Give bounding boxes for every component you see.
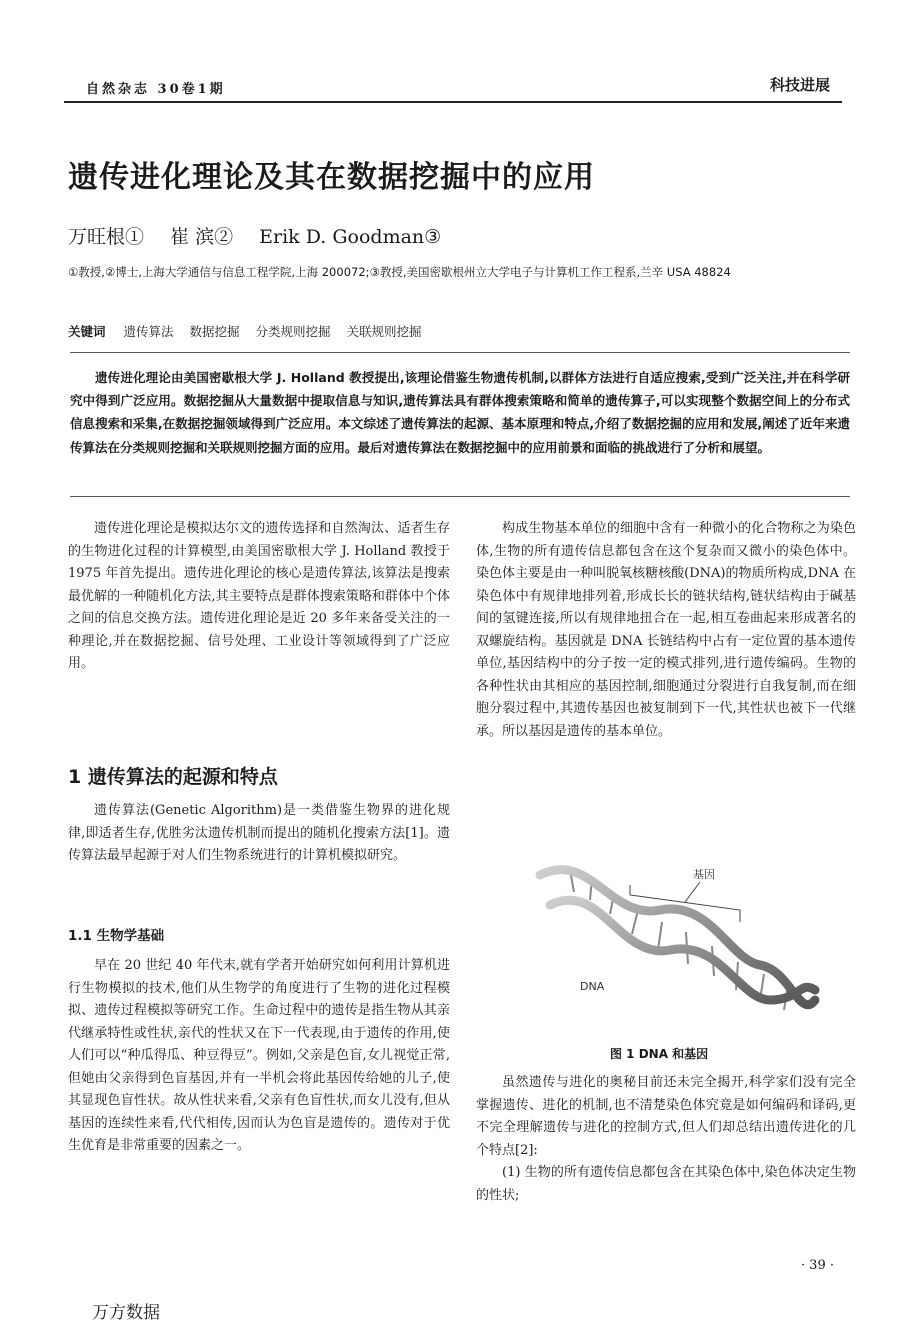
keyword-item: 数据挖掘 <box>189 324 240 339</box>
author-2: 崔 滨② <box>170 226 234 248</box>
author-3: Erik D. Goodman③ <box>259 226 442 248</box>
right-column-top <box>476 518 856 743</box>
genetics-paragraph: 虽然遗传与进化的奥秘目前还未完全揭开,科学家们没有完全掌握遗传、进化的机制,也不清楚染色体究竟是如何编码和译码,更不完全理解遗传与进化的控制方式,但人们却总结出遗传进化的几个特点[2]: <box>476 1075 856 1158</box>
subsection-1-1-body <box>68 955 450 1158</box>
keywords-label: 关键词 <box>68 324 106 339</box>
section-header: 科技进展 <box>769 76 830 94</box>
dna-label: DNA <box>580 980 605 993</box>
list-item-1: (1) 生物的所有遗传信息都包含在其染色体中,染色体决定生物的性状; <box>476 1165 856 1203</box>
page-number: · 39 · <box>800 1258 834 1273</box>
author-1: 万旺根① <box>68 226 145 248</box>
figure-caption: 图 1 DNA 和基因 <box>610 1047 709 1061</box>
dna-helix-illustration <box>530 850 820 1025</box>
section-1-body <box>68 800 450 868</box>
left-column-intro <box>68 518 450 676</box>
chromosome-paragraph: 构成生物基本单位的细胞中含有一种微小的化合物称之为染色体,生物的所有遗传信息都包含在这个复杂而又微小的染色体中。染色体主要是由一种叫脱氧核糖核酸(DNA)的物质所构成,DNA 在染色体中有规律地排列着,形成长长的链状结构,链状结构由于碱基间的氢键连接,所以有规律地扭合在一起,相互卷曲起来形成著名的双螺旋结构。基因就是 DNA 长链结构中占有一定位置的基本遗传单位,基因结构中的分子按一定的模式排列,进行遗传编码。生物的各种性状由其相应的基因控制,细胞通过分裂进行自我复制,而在细胞分裂过程中,其遗传基因也被复制到下一代,其性状也被下一代继承。所以基因是遗传的基本单位。 <box>476 521 856 739</box>
keywords <box>68 322 434 340</box>
author-list <box>68 222 461 249</box>
footer-watermark: 万方数据 <box>92 1303 160 1323</box>
journal-header: 自然杂志 30卷1期 <box>86 82 226 97</box>
gene-label: 基因 <box>693 868 715 881</box>
affiliation: ①教授,②博士,上海大学通信与信息工程学院,上海 200072;③教授,美国密歇根州立大学电子与计算机工作工程系,兰辛 USA 48824 <box>68 265 731 279</box>
keyword-item: 关联规则挖掘 <box>346 324 422 339</box>
subsection-1-1-heading: 1.1 生物学基础 <box>68 928 165 944</box>
keyword-item: 分类规则挖掘 <box>255 324 331 339</box>
abstract: 遗传进化理论由美国密歇根大学 J. Holland 教授提出,该理论借鉴生物遗传机制,以群体方法进行自适应搜索,受到广泛关注,并在科学研究中得到广泛应用。数据挖掘从大量数据中提取信息与知识,遗传算法具有群体搜索策略和简单的遗传算子,可以实现整个数据空间上的分布式信息搜索和采集,在数据挖掘领域得到广泛应用。本文综述了遗传算法的起源、基本原理和特点,介绍了数据挖掘的应用和发展,阐述了近年来遗传算法在分类规则挖掘和关联规则挖掘方面的应用。最后对遗传算法在数据挖掘中的应用前景和面临的挑战进行了分析和展望。 <box>70 370 850 455</box>
section-1-heading: 1 遗传算法的起源和特点 <box>68 766 278 788</box>
abstract-bottom-rule <box>70 496 850 497</box>
right-column-bottom <box>476 1072 856 1207</box>
abstract-top-rule <box>70 352 850 353</box>
dna-figure <box>530 850 820 1025</box>
article-title: 遗传进化理论及其在数据挖掘中的应用 <box>68 160 595 195</box>
subsection-1-1-paragraph: 早在 20 世纪 40 年代末,就有学者开始研究如何利用计算机进行生物模拟的技术,他们从生物学的角度进行了生物的进化过程模拟、遗传过程模拟等研究工作。生命过程中的遗传是指生物从其亲代继承特性或性状,亲代的性状又在下一代表现,由于遗传的作用,使人们可以“种瓜得瓜、种豆得豆”。例如,父亲是色盲,女儿视觉正常,但她由父亲得到色盲基因,并有一半机会将此基因传给她的儿子,使其显现色盲性状。故从性状来看,父亲有色盲性状,而女儿没有,但从基因的连续性来看,代代相传,因而认为色盲是遗传的。遗传对于优生优育是非常重要的因素之一。 <box>68 958 450 1153</box>
intro-paragraph: 遗传进化理论是模拟达尔文的遗传选择和自然淘汰、适者生存的生物进化过程的计算模型,由美国密歇根大学 J. Holland 教授于 1975 年首先提出。遗传进化理论的核心是遗传算法,该算法是搜索最优解的一种随机化方法,其主要特点是群体搜索策略和群体中个体之间的信息交换方法。遗传进化理论是近 20 多年来备受关注的一种理论,并在数据挖掘、信号处理、工业设计等领域得到了广泛应用。 <box>68 521 450 671</box>
keyword-item: 遗传算法 <box>123 324 174 339</box>
section-1-paragraph: 遗传算法(Genetic Algorithm)是一类借鉴生物界的进化规律,即适者生存,优胜劣汰遗传机制而提出的随机化搜索方法[1]。遗传算法最早起源于对人们生物系统进行的计算机模拟研究。 <box>68 803 450 863</box>
header-divider <box>64 101 842 103</box>
